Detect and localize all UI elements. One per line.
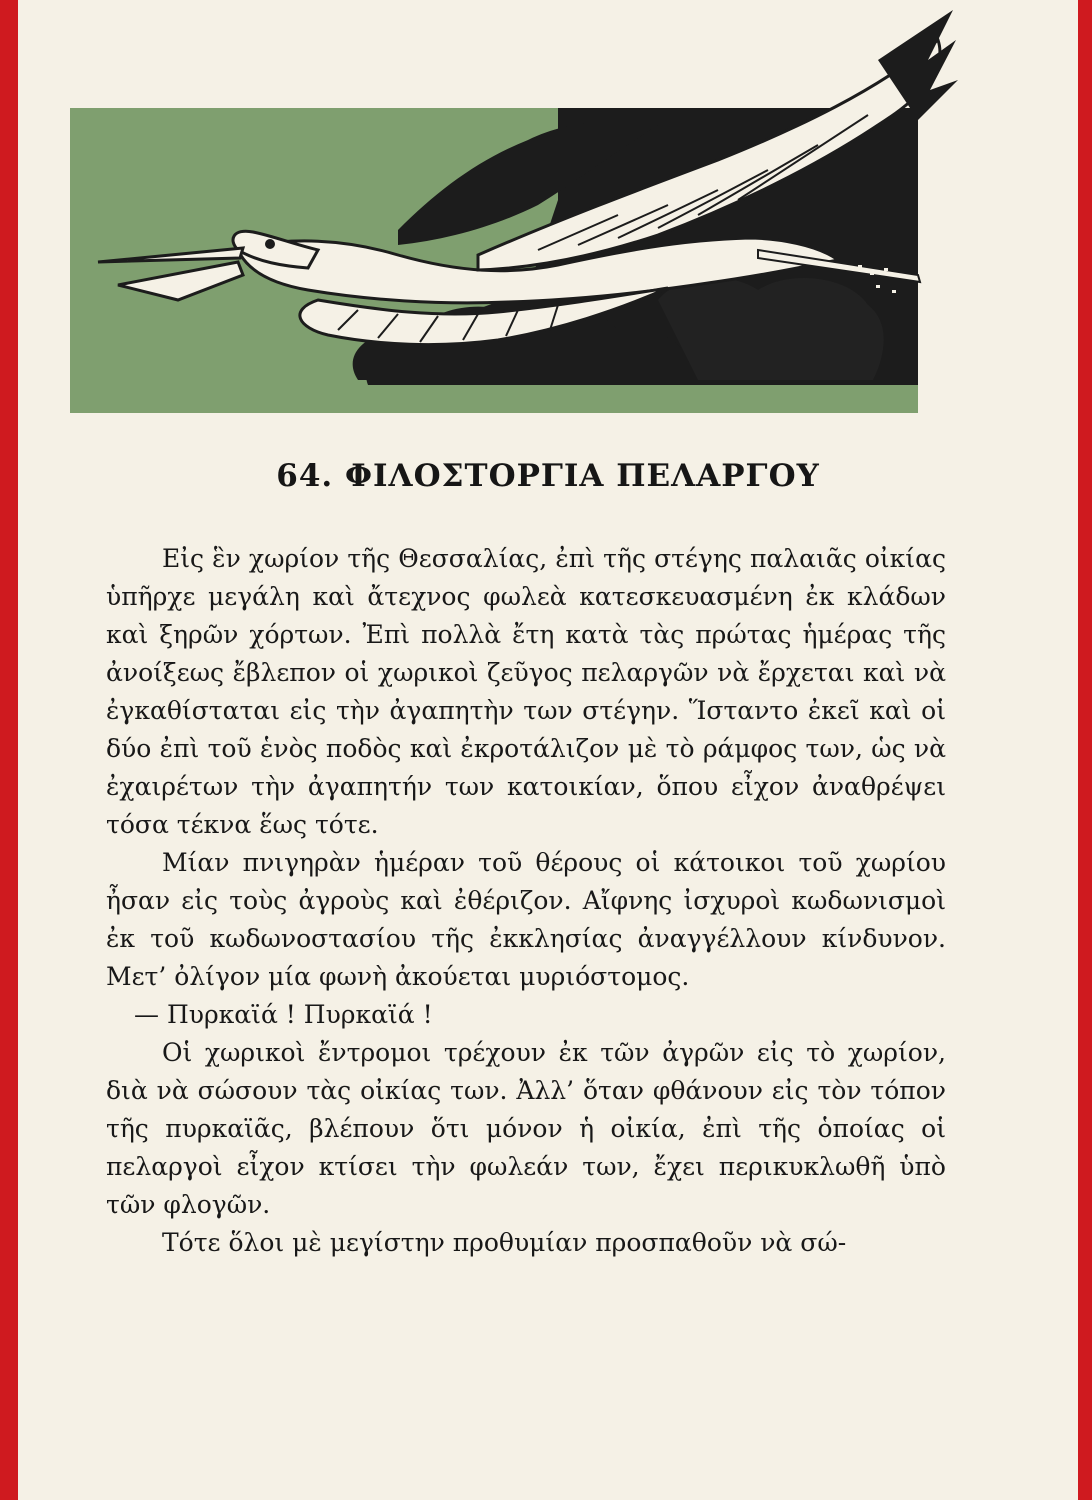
paragraph: Μίαν πνιγηρὰν ἡμέραν τοῦ θέρους οἱ κάτοικοι τοῦ χωρίου ἦσαν εἰς τοὺς ἀγροὺς καὶ ἐθέριζον. Αἴφνης ἰσχυροὶ κωδωνισμοὶ ἐκ τοῦ κωδωνοστασίου τῆς ἐκκλησίας ἀναγγέλλουν κίνδυνον. Μετ’ ὀλίγον μία φωνὴ ἀκούεται μυριόστομος. <box>106 848 946 991</box>
chapter-title: 64. ΦΙΛΟΣΤΟΡΓΙΑ ΠΕΛΑΡΓΟΥ <box>276 458 820 494</box>
stork-eye <box>265 239 275 249</box>
paragraph: Εἰς ἓν χωρίον τῆς Θεσσαλίας, ἐπὶ τῆς στέγης παλαιᾶς οἰκίας ὑπῆρχε μεγάλη καὶ ἄτεχνος φωλεὰ κατεσκευασμένη ἐκ κλάδων καὶ ξηρῶν χόρτων. Ἐπὶ πολλὰ ἔτη κατὰ τὰς πρώτας ἡμέρας τῆς ἀνοίξεως ἔβλεπον οἱ χωρικοὶ ζεῦγος πελαργῶν νὰ ἔρχεται καὶ νὰ ἐγκαθίσταται εἰς τὴν ἀγαπητὴν των στέγην. Ἵσταντο ἐκεῖ καὶ οἱ δύο ἐπὶ τοῦ ἑνὸς ποδὸς καὶ ἐκροτάλιζον μὲ τὸ ράμφος των, ὡς νὰ ἐχαιρέτων τὴν ἀγαπητήν των κατοικίαν, ὅπου εἶχον ἀναθρέψει τόσα τέκνα ἕως τότε. <box>106 544 946 839</box>
paragraph: Οἱ χωρικοὶ ἔντρομοι τρέχουν ἐκ τῶν ἀγρῶν εἰς τὸ χωρίον, διὰ νὰ σώσουν τὰς οἰκίας των. Ἀλλ’ ὅταν φθάνουν εἰς τὸν τόπον τῆς πυρκαϊᾶς, βλέπουν ὅτι μόνον ἡ οἰκία, ἐπὶ τῆς ὁποίας οἱ πελαργοὶ εἶχον κτίσει τὴν φωλεάν των, ἔχει περικυκλωθῆ ὑπὸ τῶν φλογῶν. <box>106 1038 946 1219</box>
dialogue-line: — Πυρκαϊά ! Πυρκαϊά ! <box>134 1000 433 1029</box>
chapter-body <box>106 540 946 1262</box>
book-page <box>18 0 1078 1500</box>
paragraph: Τότε ὅλοι μὲ μεγίστην προθυμίαν προσπαθοῦν νὰ σώ- <box>162 1228 847 1257</box>
stork-illustration <box>58 0 958 420</box>
illustration-cloud-dark-2 <box>658 278 884 380</box>
